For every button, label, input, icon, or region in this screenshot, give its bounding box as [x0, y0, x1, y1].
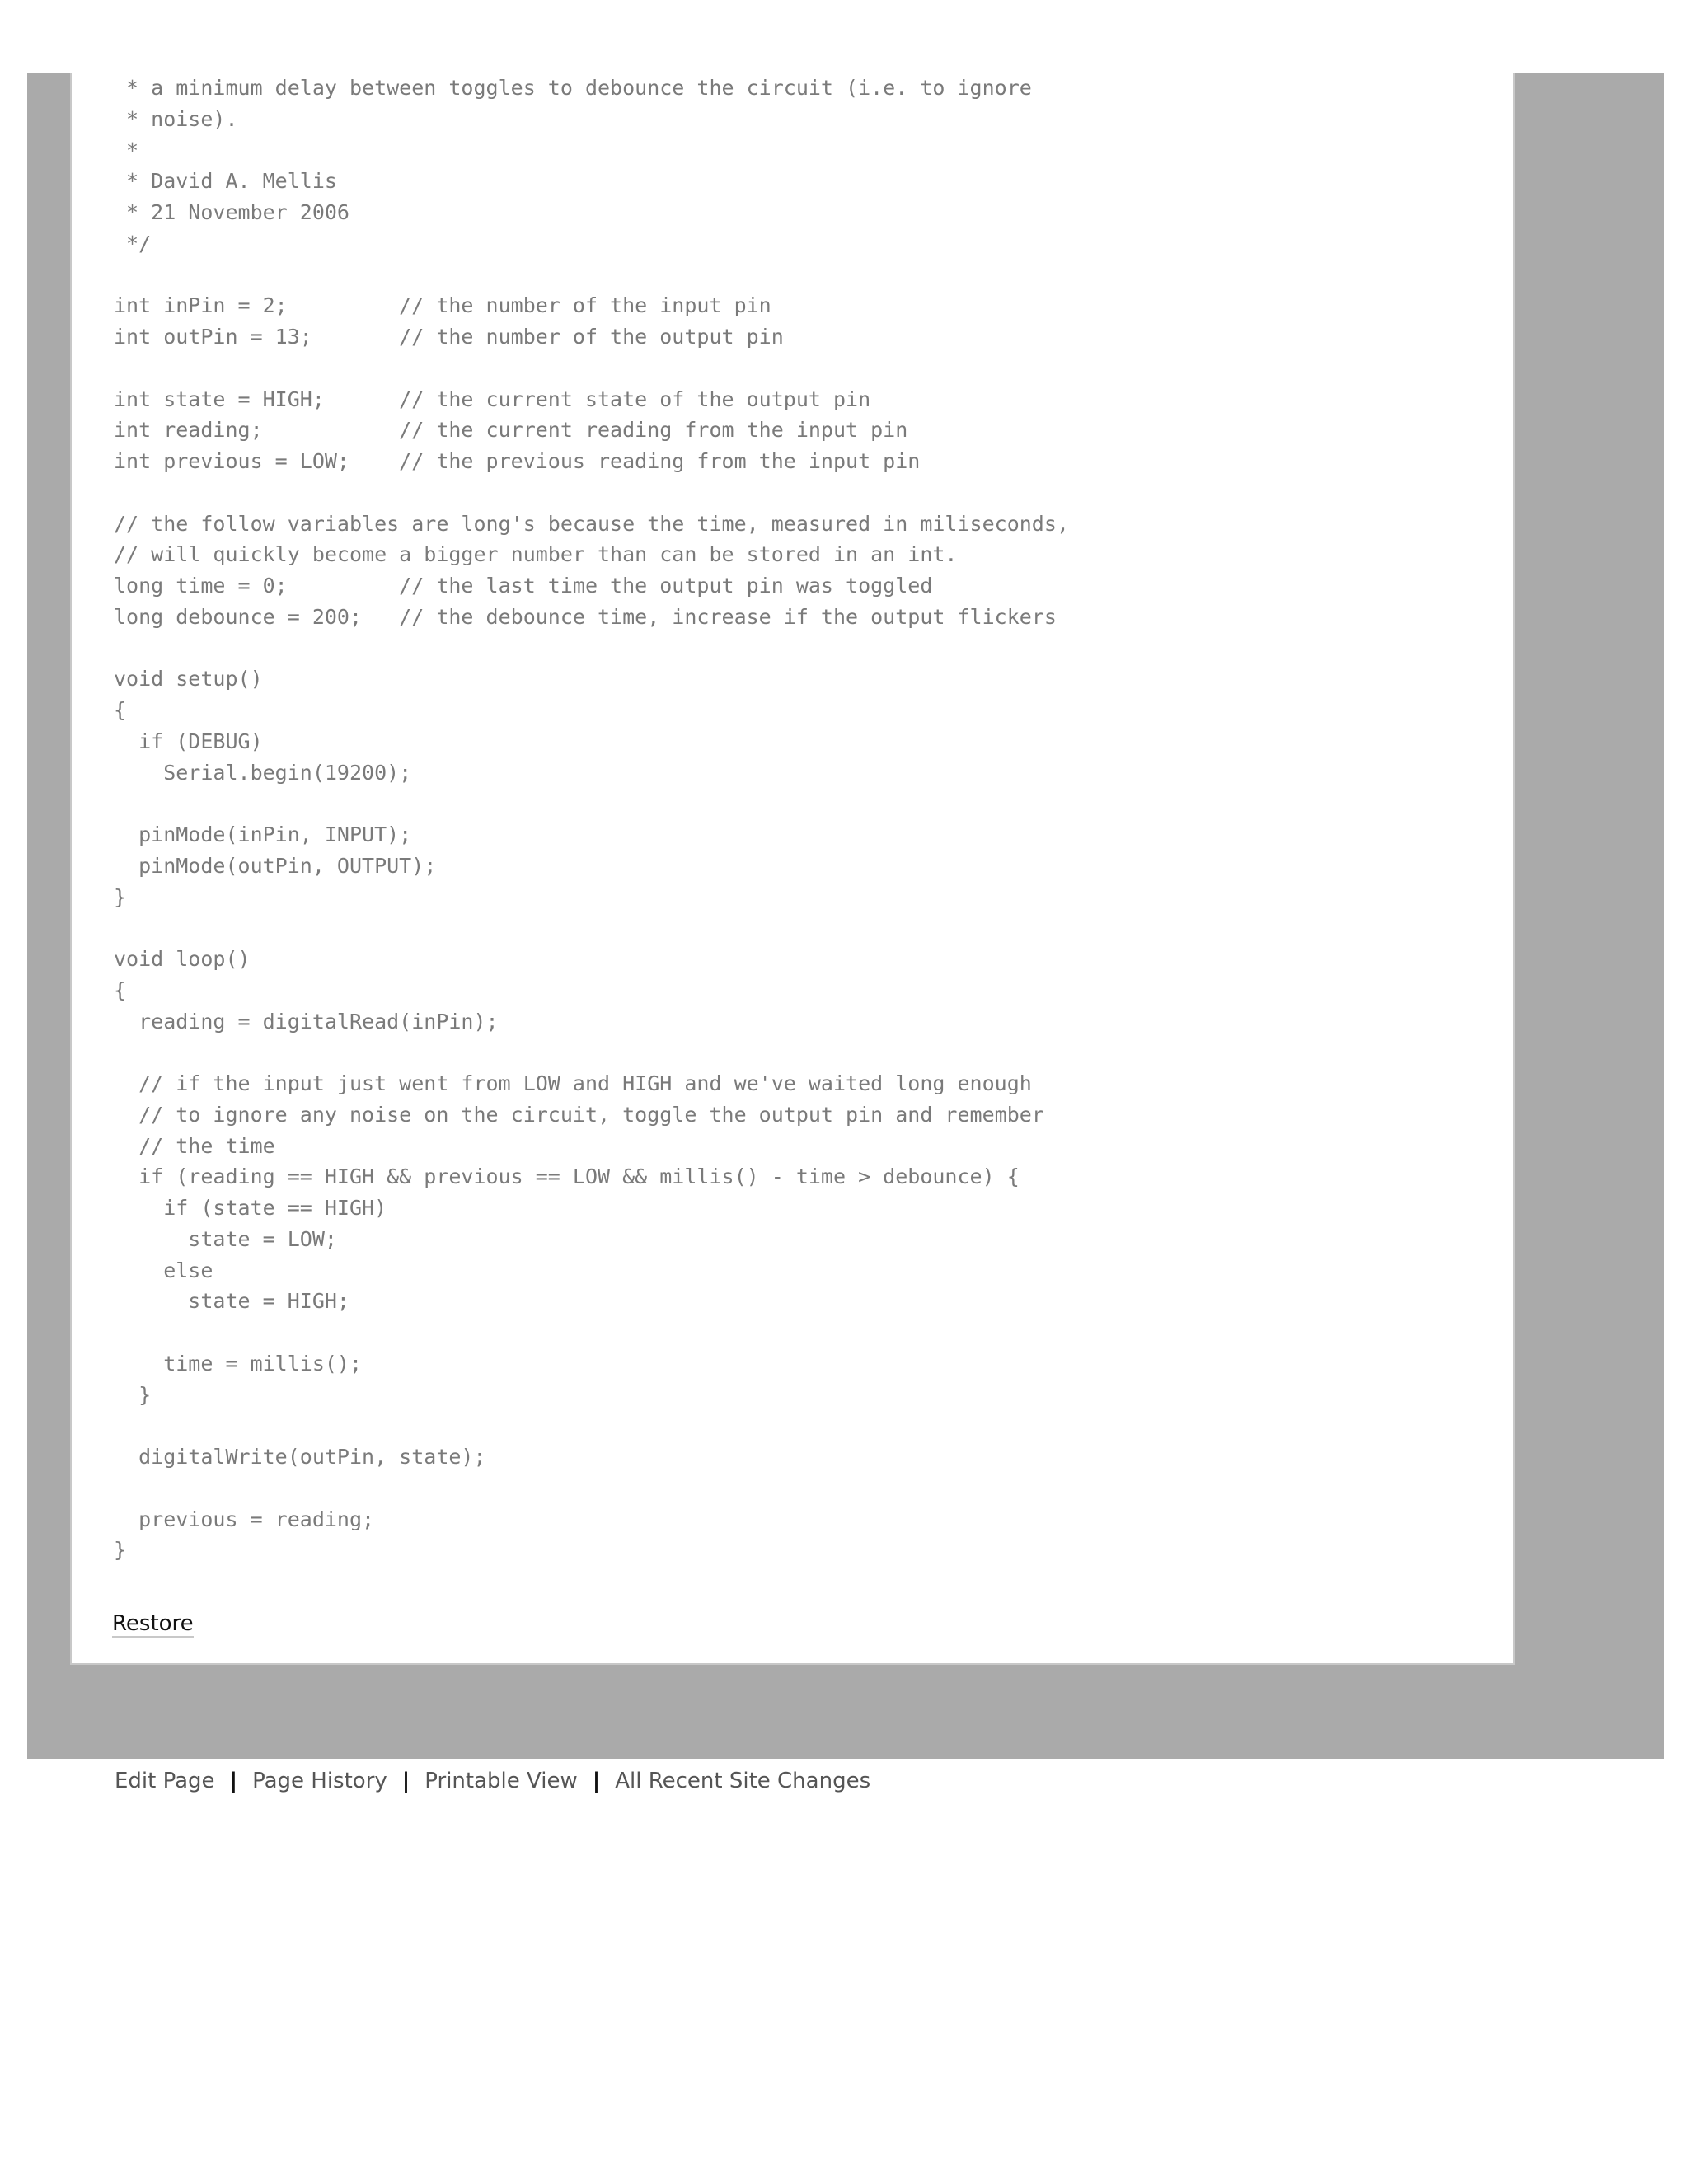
code-line: else [114, 1258, 213, 1282]
code-line: // will quickly become a bigger number than can be stored in an int. [114, 542, 958, 567]
footer-nav [115, 1765, 870, 1797]
code-line: int state = HIGH; // the current state of the output pin [114, 387, 871, 411]
code-line: if (reading == HIGH && previous == LOW && millis() - time > debounce) { [114, 1165, 1020, 1189]
code-line: * David A. Mellis [114, 169, 337, 194]
code-line: if (DEBUG) [114, 729, 263, 753]
code-line: // to ignore any noise on the circuit, toggle the output pin and remember [114, 1102, 1044, 1127]
recent-site-changes-link[interactable]: All Recent Site Changes [615, 1769, 871, 1793]
code-line: } [114, 1382, 152, 1407]
code-line: state = HIGH; [114, 1289, 349, 1314]
code-line: previous = reading; [114, 1507, 375, 1531]
code-line: int inPin = 2; // the number of the input pin [114, 293, 771, 318]
restore-link[interactable]: Restore [112, 1611, 194, 1638]
footer-separator: | [229, 1769, 238, 1793]
code-line [114, 1473, 1069, 1504]
code-line: time = millis(); [114, 1351, 363, 1376]
code-line: pinMode(inPin, INPUT); [114, 823, 412, 846]
code-line: Serial.begin(19200); [114, 760, 412, 785]
code-line: // if the input just went from LOW and HIGH and we've waited long enough [114, 1071, 1032, 1095]
code-line: * a minimum delay between toggles to debounce the circuit (i.e. to ignore [114, 76, 1032, 100]
code-line: void setup() [114, 667, 263, 691]
code-line [114, 1410, 1069, 1441]
footer-separator: | [401, 1769, 410, 1793]
code-line [114, 353, 1069, 384]
code-line: digitalWrite(outPin, state); [114, 1445, 486, 1469]
page-frame [27, 73, 1664, 1793]
code-line: int outPin = 13; // the number of the output pin [114, 325, 784, 349]
code-line [114, 788, 1069, 819]
code-line: * [114, 138, 139, 162]
code-line: // the follow variables are long's because the time, measured in miliseconds, [114, 511, 1069, 536]
content-panel [70, 73, 1515, 1665]
code-line: pinMode(outPin, OUTPUT); [114, 853, 437, 878]
footer-separator: | [592, 1769, 601, 1793]
code-line: } [114, 1538, 127, 1563]
printable-view-link[interactable]: Printable View [424, 1769, 578, 1793]
edit-page-link[interactable]: Edit Page [115, 1769, 215, 1793]
page-history-link[interactable]: Page History [252, 1769, 387, 1793]
code-line: { [114, 698, 127, 722]
code-line: { [114, 977, 127, 1002]
code-line [114, 633, 1069, 664]
code-line: if (state == HIGH) [114, 1196, 387, 1220]
code-line [114, 477, 1069, 509]
code-line: void loop() [114, 947, 251, 971]
code-line: state = LOW; [114, 1226, 337, 1251]
code-line: reading = digitalRead(inPin); [114, 1009, 499, 1033]
code-line [114, 1037, 1069, 1068]
code-block [114, 73, 1069, 1566]
code-line: // the time [114, 1133, 275, 1158]
code-line: long debounce = 200; // the debounce time, increase if the output flickers [114, 604, 1057, 629]
code-line: long time = 0; // the last time the output pin was toggled [114, 574, 933, 598]
code-line [114, 912, 1069, 944]
code-line [114, 260, 1069, 291]
code-line: int reading; // the current reading from the input pin [114, 418, 908, 443]
code-line: int previous = LOW; // the previous reading from the input pin [114, 449, 921, 473]
code-line [114, 1317, 1069, 1348]
code-line: } [114, 884, 127, 909]
code-line: * 21 November 2006 [114, 200, 349, 224]
code-line: * noise). [114, 106, 238, 131]
code-line: */ [114, 231, 152, 255]
